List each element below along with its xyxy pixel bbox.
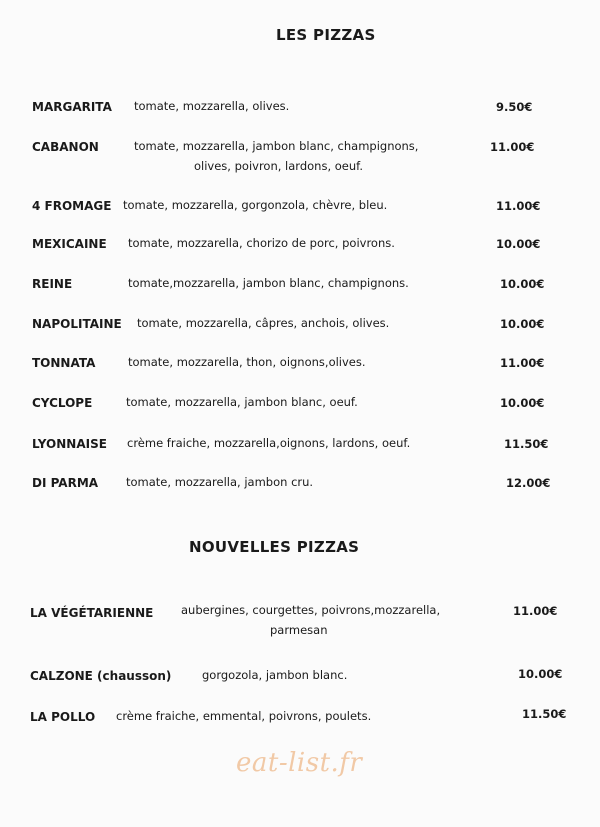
item-price: 11.00€ xyxy=(513,604,558,618)
item-price: 11.50€ xyxy=(504,437,549,451)
item-description: crème fraiche, emmental, poivrons, poulets. xyxy=(116,709,372,723)
section-title-les-pizzas: LES PIZZAS xyxy=(276,26,376,44)
item-name: LA VÉGÉTARIENNE xyxy=(30,606,154,620)
item-description: tomate,mozzarella, jambon blanc, champignons. xyxy=(128,276,409,290)
item-price: 12.00€ xyxy=(506,476,551,490)
item-name: MARGARITA xyxy=(32,100,112,114)
section-title-nouvelles-pizzas: NOUVELLES PIZZAS xyxy=(189,538,360,556)
watermark: eat-list.fr xyxy=(236,748,363,778)
item-price: 11.00€ xyxy=(490,140,535,154)
item-description: crème fraiche, mozzarella,oignons, lardons, oeuf. xyxy=(127,436,411,450)
item-price: 11.50€ xyxy=(522,707,567,721)
item-price: 9.50€ xyxy=(496,100,533,114)
item-description: gorgozola, jambon blanc. xyxy=(202,668,348,682)
item-name: LA POLLO xyxy=(30,710,96,724)
item-name: TONNATA xyxy=(32,356,96,370)
item-description: tomate, mozzarella, jambon cru. xyxy=(126,475,314,489)
item-description-line-2: parmesan xyxy=(270,623,328,637)
item-description: tomate, mozzarella, câpres, anchois, olives. xyxy=(137,316,390,330)
item-description-line-2: olives, poivron, lardons, oeuf. xyxy=(194,159,364,173)
item-name: CALZONE (chausson) xyxy=(30,669,172,683)
item-name: CABANON xyxy=(32,140,99,154)
item-description-line-1: tomate, mozzarella, jambon blanc, champignons, xyxy=(134,139,419,153)
item-description: tomate, mozzarella, jambon blanc, oeuf. xyxy=(126,395,358,409)
item-price: 10.00€ xyxy=(500,277,545,291)
item-price: 10.00€ xyxy=(518,667,563,681)
item-price: 10.00€ xyxy=(500,396,545,410)
item-description: tomate, mozzarella, olives. xyxy=(134,99,290,113)
item-price: 11.00€ xyxy=(500,356,545,370)
item-description: tomate, mozzarella, gorgonzola, chèvre, bleu. xyxy=(123,198,388,212)
item-name: REINE xyxy=(32,277,73,291)
item-name: DI PARMA xyxy=(32,476,99,490)
item-name: LYONNAISE xyxy=(32,437,107,451)
item-price: 10.00€ xyxy=(500,317,545,331)
item-name: CYCLOPE xyxy=(32,396,93,410)
item-name: MEXICAINE xyxy=(32,237,107,251)
item-price: 11.00€ xyxy=(496,199,541,213)
item-description: tomate, mozzarella, chorizo de porc, poivrons. xyxy=(128,236,395,250)
item-description: tomate, mozzarella, thon, oignons,olives. xyxy=(128,355,366,369)
item-name: NAPOLITAINE xyxy=(32,317,122,331)
item-price: 10.00€ xyxy=(496,237,541,251)
item-name: 4 FROMAGE xyxy=(32,199,112,213)
item-description-line-1: aubergines, courgettes, poivrons,mozzarella, xyxy=(181,603,441,617)
